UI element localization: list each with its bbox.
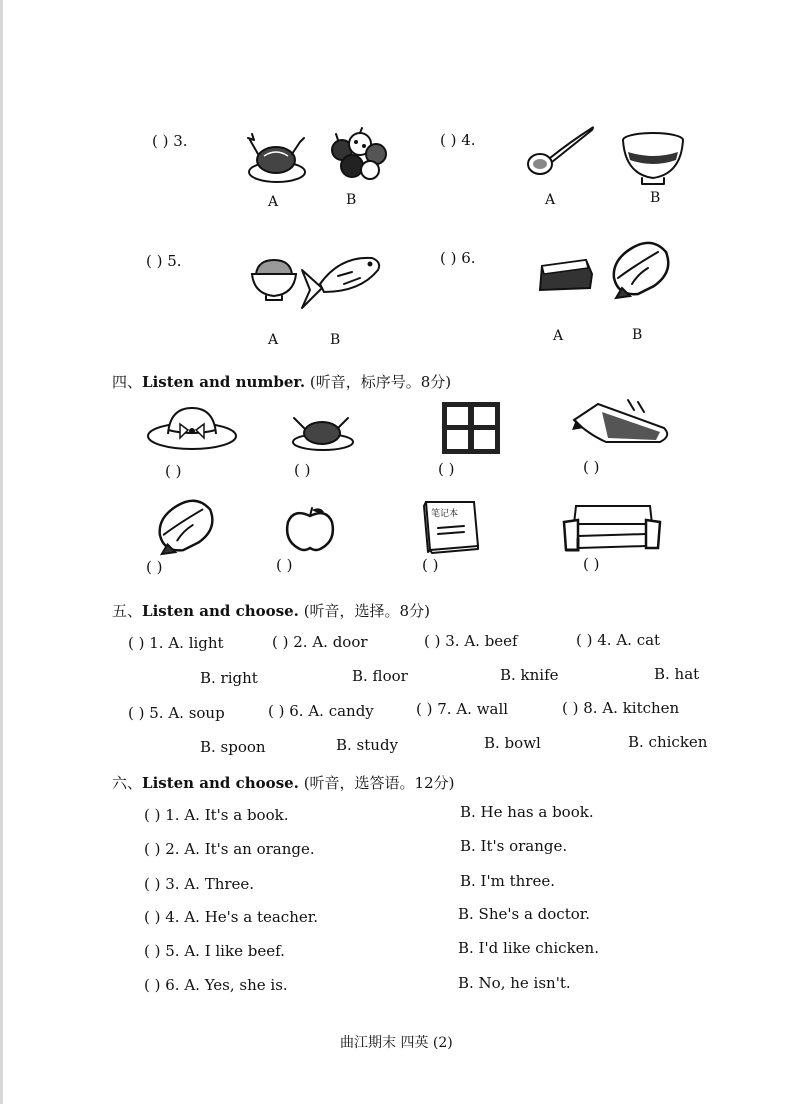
answer-1-option-b[interactable]: B. He has a book. [460, 803, 594, 821]
page-edge-shadow [0, 0, 3, 1104]
apple-icon [284, 506, 336, 552]
fish-icon [300, 248, 382, 310]
answer-3-question[interactable]: ( ) 3. A. Three. [144, 875, 255, 893]
choice-7-option-b[interactable]: B. bowl [484, 734, 541, 752]
answer-5-option-b[interactable]: B. I'd like chicken. [458, 939, 599, 957]
section-6-number: 六、 [112, 774, 143, 792]
choice-5-question[interactable]: ( ) 5. A. soup [128, 704, 225, 722]
section-6-title: Listen and choose. [142, 774, 299, 792]
cabbage-icon [154, 496, 216, 556]
number-bracket-6[interactable]: ( ) [276, 556, 293, 574]
section-5-number: 五、 [112, 602, 143, 620]
roast-chicken-icon [290, 412, 356, 452]
item-5-bracket[interactable]: ( ) 5. [146, 252, 182, 270]
answer-6-question[interactable]: ( ) 6. A. Yes, she is. [144, 976, 288, 994]
choice-8-option-b[interactable]: B. chicken [628, 733, 708, 751]
choice-6-question[interactable]: ( ) 6. A. candy [268, 702, 374, 720]
choice-1-option-b[interactable]: B. right [200, 669, 258, 687]
item-3-option-b[interactable]: B [346, 192, 357, 208]
number-bracket-1[interactable]: ( ) [165, 462, 182, 480]
item-4-option-b[interactable]: B [650, 190, 661, 206]
item-6-option-b[interactable]: B [632, 327, 643, 343]
section-5-note: (听音，选择。8分) [303, 602, 430, 620]
choice-2-question[interactable]: ( ) 2. A. door [272, 633, 368, 651]
section-4-note: (听音，标序号。8分) [309, 373, 452, 391]
answer-1-question[interactable]: ( ) 1. A. It's a book. [144, 806, 289, 824]
number-bracket-5[interactable]: ( ) [146, 558, 163, 576]
item-6-bracket[interactable]: ( ) 6. [440, 249, 476, 267]
answer-3-option-b[interactable]: B. I'm three. [460, 872, 555, 890]
item-3-option-a[interactable]: A [268, 194, 279, 210]
choice-2-option-b[interactable]: B. floor [352, 667, 408, 685]
choice-8-question[interactable]: ( ) 8. A. kitchen [562, 699, 680, 717]
sofa-icon [562, 502, 662, 554]
cabbage-icon [608, 238, 672, 300]
section-5-title: Listen and choose. [142, 602, 299, 620]
choice-6-option-b[interactable]: B. study [336, 736, 399, 754]
beef-icon [536, 256, 594, 294]
number-bracket-3[interactable]: ( ) [438, 460, 455, 478]
number-bracket-8[interactable]: ( ) [583, 555, 600, 573]
choice-5-option-b[interactable]: B. spoon [200, 738, 266, 756]
section-4-title: Listen and number. [142, 373, 306, 391]
number-bracket-2[interactable]: ( ) [294, 461, 311, 479]
choice-7-question[interactable]: ( ) 7. A. wall [416, 700, 509, 718]
spoon-icon [524, 124, 596, 180]
item-4-bracket[interactable]: ( ) 4. [440, 131, 476, 149]
vegetables-icon [326, 128, 392, 184]
bowl-icon [620, 130, 686, 186]
notebook-cover-text: 笔记本 [431, 509, 459, 519]
roast-chicken-icon [246, 132, 308, 186]
hat-icon [146, 402, 238, 452]
answer-6-option-b[interactable]: B. No, he isn't. [458, 974, 571, 992]
rice-bowl-icon [250, 258, 298, 302]
answer-4-option-b[interactable]: B. She's a doctor. [458, 905, 591, 923]
answer-4-question[interactable]: ( ) 4. A. He's a teacher. [144, 908, 319, 926]
number-bracket-4[interactable]: ( ) [583, 458, 600, 476]
answer-2-question[interactable]: ( ) 2. A. It's an orange. [144, 840, 315, 858]
section-6-header [112, 772, 454, 793]
page-footer: 曲江期末 四英 (2) [340, 1035, 453, 1051]
choice-1-question[interactable]: ( ) 1. A. light [128, 634, 224, 652]
answer-2-option-b[interactable]: B. It's orange. [460, 837, 568, 855]
window-icon [440, 400, 502, 456]
item-6-option-a[interactable]: A [553, 328, 564, 344]
choice-3-question[interactable]: ( ) 3. A. beef [424, 632, 518, 650]
section-4-header [112, 371, 451, 392]
choice-4-question[interactable]: ( ) 4. A. cat [576, 631, 661, 649]
choice-4-option-b[interactable]: B. hat [654, 665, 700, 683]
section-4-number: 四、 [112, 373, 143, 391]
item-3-bracket[interactable]: ( ) 3. [152, 132, 188, 150]
item-5-option-a[interactable]: A [268, 332, 279, 348]
item-5-option-b[interactable]: B [330, 332, 341, 348]
number-bracket-7[interactable]: ( ) [422, 556, 439, 574]
section-6-note: (听音，选答语。12分) [303, 774, 455, 792]
item-4-option-a[interactable]: A [545, 192, 556, 208]
answer-5-question[interactable]: ( ) 5. A. I like beef. [144, 942, 285, 960]
choice-3-option-b[interactable]: B. knife [500, 666, 559, 684]
section-5-header [112, 600, 430, 621]
knife-fork-icon [568, 398, 674, 448]
